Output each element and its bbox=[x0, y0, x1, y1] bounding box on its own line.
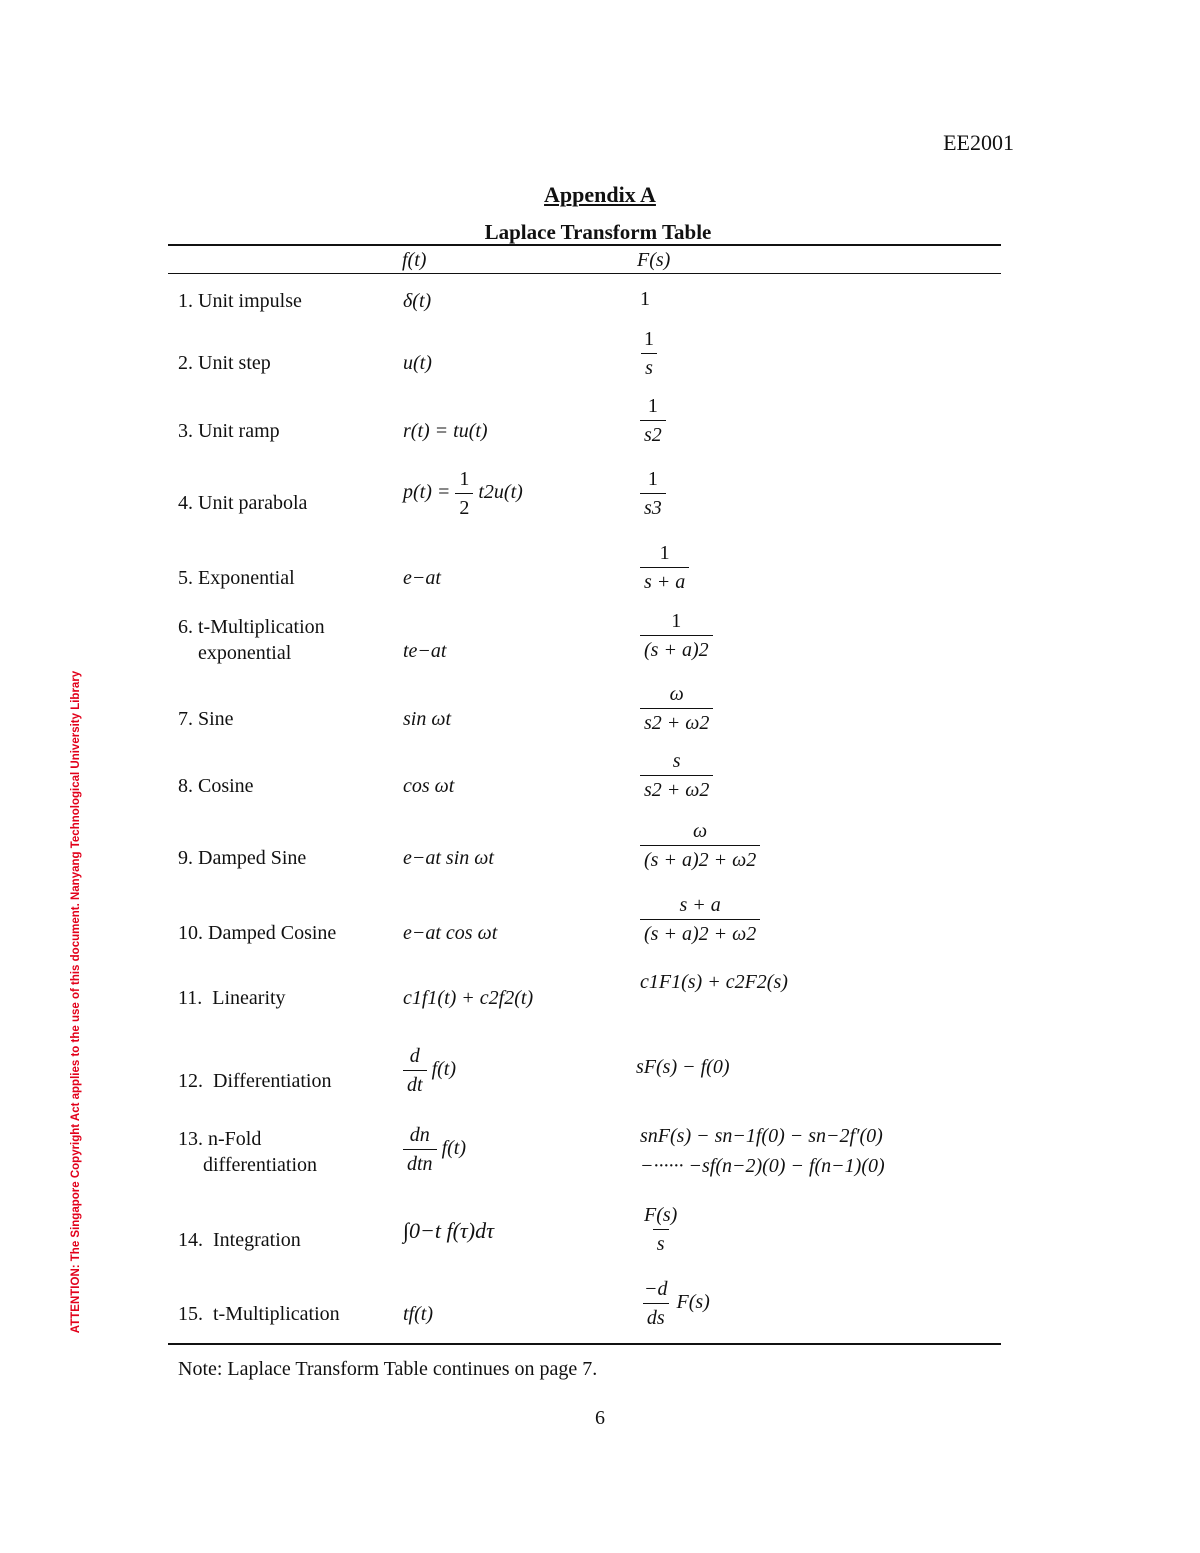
time-function-numerator: d bbox=[409, 1045, 420, 1067]
transform-denominator: s2 + ω2 bbox=[640, 775, 713, 801]
row-time-function: te−at bbox=[403, 640, 447, 662]
time-function-numerator: 1 bbox=[459, 468, 470, 490]
transform-numerator: 1 bbox=[659, 542, 670, 564]
row-transform bbox=[640, 395, 666, 446]
row-transform bbox=[640, 610, 713, 661]
row-name: 13. n-Fold differentiation bbox=[178, 1128, 318, 1176]
time-function-rhs: f(t) bbox=[441, 1137, 466, 1160]
transform-denominator: s bbox=[653, 1229, 669, 1255]
row-transform bbox=[640, 750, 713, 801]
row-name: 2. Unit step bbox=[178, 352, 271, 374]
row-name: 8. Cosine bbox=[178, 775, 254, 797]
transform-rhs: F(s) bbox=[676, 1291, 710, 1314]
row-name: 7. Sine bbox=[178, 708, 234, 730]
row-transform bbox=[640, 894, 760, 945]
row-time-function: r(t) = tu(t) bbox=[403, 420, 488, 442]
transform-numerator: s bbox=[672, 750, 681, 772]
transform-denominator: ds bbox=[643, 1303, 669, 1329]
transform-numerator: F(s) bbox=[644, 1204, 678, 1226]
row-name: 12. Differentiation bbox=[178, 1070, 332, 1092]
row-time-function bbox=[403, 468, 523, 519]
row-name: 6. t-Multiplication exponential bbox=[178, 616, 325, 664]
row-transform bbox=[640, 1121, 885, 1181]
column-header-time: f(t) bbox=[402, 249, 427, 271]
column-header-freq: F(s) bbox=[637, 249, 671, 271]
transform-numerator: 1 bbox=[644, 328, 654, 350]
row-name: 14. Integration bbox=[178, 1229, 301, 1251]
row-transform bbox=[640, 1278, 710, 1329]
time-function-denominator: dt bbox=[403, 1070, 427, 1096]
row-transform bbox=[640, 683, 713, 734]
transform-line: snF(s) − sn−1f(0) − sn−2f′(0) bbox=[640, 1125, 883, 1147]
transform-denominator: (s + a)2 bbox=[640, 635, 713, 661]
row-time-function: δ(t) bbox=[403, 290, 432, 312]
footnote: Note: Laplace Transform Table continues on page 7. bbox=[178, 1358, 598, 1380]
transform-denominator: s bbox=[641, 353, 657, 379]
transform-numerator: 1 bbox=[647, 468, 658, 490]
time-function-lhs: p(t) = bbox=[403, 481, 451, 504]
row-name: 9. Damped Sine bbox=[178, 847, 307, 869]
table-title: Laplace Transform Table bbox=[484, 220, 712, 244]
row-transform bbox=[640, 1204, 681, 1255]
course-code: EE2001 bbox=[943, 130, 1014, 155]
transform-denominator: s2 + ω2 bbox=[640, 708, 713, 734]
time-function-rhs: t2u(t) bbox=[478, 481, 523, 504]
table-bottom-rule bbox=[168, 1343, 1001, 1345]
row-time-function bbox=[403, 1045, 456, 1096]
row-time-function: c1f1(t) + c2f2(t) bbox=[403, 987, 534, 1009]
transform-denominator: (s + a)2 + ω2 bbox=[640, 919, 760, 945]
page-number: 6 bbox=[595, 1407, 605, 1429]
transform-numerator: 1 bbox=[647, 395, 658, 417]
row-transform: 1 bbox=[640, 288, 650, 310]
transform-numerator: ω bbox=[693, 820, 708, 842]
row-time-function: e−at bbox=[403, 567, 441, 589]
row-transform: sF(s) − f(0) bbox=[636, 1056, 730, 1078]
transform-line: −······ −sf(n−2)(0) − f(n−1)(0) bbox=[640, 1155, 885, 1177]
row-name: 1. Unit impulse bbox=[178, 290, 302, 312]
row-transform bbox=[640, 328, 658, 379]
copyright-watermark: ATTENTION: The Singapore Copyright Act applies to the use of this document. Nanyang Technological University Library bbox=[70, 670, 82, 1334]
row-time-function bbox=[403, 1124, 466, 1175]
appendix-title: Appendix A bbox=[544, 182, 656, 207]
row-time-function: tf(t) bbox=[403, 1303, 433, 1325]
transform-denominator: s3 bbox=[640, 493, 666, 519]
time-function-denominator: 2 bbox=[455, 493, 473, 519]
row-transform bbox=[640, 468, 666, 519]
row-time-function: u(t) bbox=[403, 352, 432, 374]
row-time-function: sin ωt bbox=[403, 708, 452, 730]
row-transform: c1F1(s) + c2F2(s) bbox=[640, 971, 788, 993]
transform-numerator: s + a bbox=[679, 894, 721, 916]
time-function-rhs: f(t) bbox=[431, 1058, 456, 1081]
table-top-rule bbox=[168, 244, 1001, 246]
row-name: 5. Exponential bbox=[178, 567, 295, 589]
row-time-function: cos ωt bbox=[403, 775, 455, 797]
transform-numerator: 1 bbox=[671, 610, 682, 632]
transform-denominator: (s + a)2 + ω2 bbox=[640, 845, 760, 871]
row-name: 15. t-Multiplication bbox=[178, 1303, 340, 1325]
time-function-denominator: dtn bbox=[403, 1149, 437, 1175]
row-name: 3. Unit ramp bbox=[178, 420, 280, 442]
row-name: 4. Unit parabola bbox=[178, 492, 308, 514]
row-time-function: ∫0−t f(τ)dτ bbox=[403, 1218, 494, 1243]
row-transform bbox=[640, 542, 689, 593]
transform-denominator: s + a bbox=[640, 567, 689, 593]
time-function-numerator: dn bbox=[409, 1124, 430, 1146]
transform-numerator: −d bbox=[644, 1278, 668, 1300]
row-transform bbox=[640, 820, 760, 871]
row-time-function: e−at sin ωt bbox=[403, 847, 494, 869]
header-rule bbox=[168, 273, 1001, 274]
row-name: 10. Damped Cosine bbox=[178, 922, 337, 944]
transform-denominator: s2 bbox=[640, 420, 666, 446]
transform-numerator: ω bbox=[669, 683, 684, 705]
row-time-function: e−at cos ωt bbox=[403, 922, 498, 944]
row-name: 11. Linearity bbox=[178, 987, 286, 1009]
